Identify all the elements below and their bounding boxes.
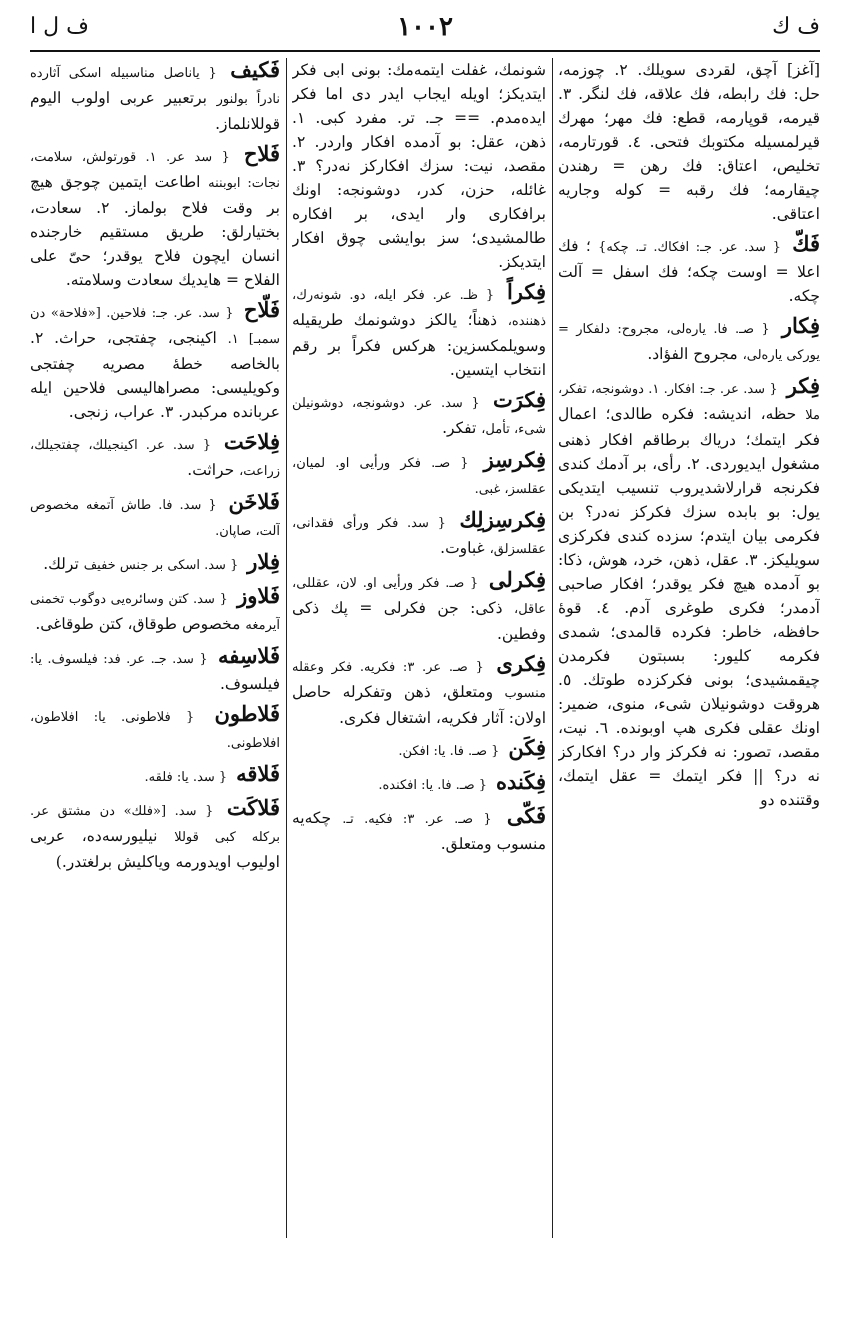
entry-definition: ؛ فك اعلا = اوست چكه؛ فك اسفل = آلت چكه. bbox=[558, 237, 820, 305]
dictionary-entry bbox=[30, 550, 280, 578]
entry-headword: فِكر bbox=[786, 373, 820, 398]
column-middle bbox=[292, 58, 546, 1238]
column-left bbox=[30, 58, 280, 1238]
dictionary-entry bbox=[30, 796, 280, 874]
dictionary-entry bbox=[30, 644, 280, 696]
entry-headword: فَلاح bbox=[243, 141, 280, 166]
dictionary-entry bbox=[292, 448, 546, 502]
running-head-left: ف ل ا bbox=[30, 14, 89, 39]
dictionary-entry bbox=[292, 770, 546, 798]
entry-definition: اكینجی، چفتجی، حراث. ٢. بالخاصه خطهٔ مصریه چفتجی وكویلیسی: مصراهالیسی فلاحین ایله عربانده مركبدر. ٣. عراب، زنجی. bbox=[30, 329, 280, 421]
dictionary-entry bbox=[30, 298, 280, 424]
entry-grammar: { صـ. فكر ورأیی او. لان، عقللی، عاقل، bbox=[292, 576, 546, 617]
entry-definition: حظه، اندیشه: فكره طالدی؛ اعمال فكر ایتمك؛ دریاك برطاقم افكار ذهنی مشغول ایدیوردی. ٢. رأی، بر آدمك كندی فكرنجه قرارلاشدیروب تنسیب ایتدیكی یول: بو بابده سزك فكركز نه‌در؟ بن فكرمی بیان ایتدم؛ سزده كندی فكركزی سویلیكز. ٣. عقل، ذهن، خرد، هوش، ذكا: بو آدمده هیچ فكر یوقدر؛ افكار صاحبی آدمدر؛ فكری طوغری آدم. ٤. قوهٔ حافظه، خاطر: فكرده قالمدی؛ شمدی فكرمه كلیور: بسبتون فكرمدن چیقمشیدی؛ بونی فكركزده طوتك. ٥. هروقت دوشونیلان شیء، منوی، ضمیر: اونك عقلی فكری هپ اوبونده. ٦. نیت، مقصد، تصور: نه فكركز وار در؟ افكاركز نه در؟ || فكر ایتمك = عقل ایتمك، وقتنده دو bbox=[558, 405, 820, 809]
entry-definition: شونمك، غفلت ایتمه‌مك: بونی ابی فكر ایتدیكز؛ اویله ایجاب ایدر دی اما فكر ایده‌مدم. == جـ. تر. مفرد كبی. ١. ذهن، عقل: بو آدمده افكار واردر. ٢. مقصد، نیت: سزك افكاركز نه‌در؟ ٣. غائله، حزن، كدر، دوشونجه: اونك برافكاری وار ایدی، بر افكاره طالمشیدی؛ سز بوایشی چوق افكار ایتدیكز. bbox=[292, 61, 546, 271]
entry-grammar: { صـ. فكر ورأیی او. لمیان، عقلسز، غبی. bbox=[292, 456, 546, 497]
entry-definition: فیلسوف. bbox=[219, 675, 280, 693]
entry-grammar: { سد. عر. جـ: فلاحین. [«فلاحة» دن سمبـ] ١. bbox=[30, 306, 280, 347]
dictionary-entry bbox=[30, 702, 280, 756]
entry-headword: فِلاحَت bbox=[223, 429, 280, 454]
column-divider bbox=[552, 58, 553, 1238]
dictionary-entry bbox=[558, 232, 820, 308]
entry-grammar: { صـ. فا. یا: افكنده. bbox=[378, 778, 488, 793]
dictionary-entry bbox=[30, 490, 280, 544]
entry-definition: ترلك. bbox=[43, 555, 79, 573]
entry-grammar: { صـ. عر. ٣: فكریه. فكر وعقله منسوب bbox=[292, 660, 546, 701]
entry-grammar: { سد. یا: فلقه. bbox=[144, 770, 228, 785]
entry-headword: فَلاطون bbox=[214, 701, 280, 726]
entry-grammar: { سد. عر. جـ: افكار. ١. دوشونجه، تفكر، ملا bbox=[558, 382, 820, 423]
entry-grammar: { فلاطونی. یا: افلاطون، افلاطونی. bbox=[30, 710, 280, 751]
entry-grammar: { سد. اسكی بر جنس خفیف bbox=[83, 558, 239, 573]
header-rule bbox=[30, 50, 820, 52]
page-number: ١٠٠٢ bbox=[397, 12, 453, 42]
dictionary-entry bbox=[558, 374, 820, 812]
column-right bbox=[558, 58, 820, 1238]
entry-headword: فِكَن bbox=[508, 735, 546, 760]
entry-headword: فَلاكَت bbox=[226, 795, 280, 820]
entry-definition: برتعبیر عربی اولوب الیوم قوللانلماز. bbox=[30, 89, 280, 133]
entry-definition: تفكر. bbox=[442, 419, 477, 437]
entry-definition: چكه‌یه منسوب ومتعلق. bbox=[292, 809, 546, 853]
entry-definition: اطاعت ایتمین چوجق هیچ بر وقت فلاح بولماز. ٢. سعادت، بختیارلق: طریق مستقیم خارجنده انسان ایچون فلاح یوقدر؛ حیّ علی الفلاح = هایدیك سعادت وسلامته. bbox=[30, 173, 280, 289]
entry-grammar: { صـ. فا. یاره‌لی، مجروح: دلفكار = یوركی یاره‌لی، bbox=[558, 322, 820, 363]
entry-headword: فَلّاح bbox=[243, 297, 280, 322]
entry-grammar: { سد. [«فلك» دن مشتق عر. بركله كبی قوللا bbox=[30, 804, 280, 845]
entry-headword: فِكرَت bbox=[492, 387, 546, 412]
entry-definition: ذكی: جن فكرلی = پك ذكی وفطین. bbox=[292, 599, 546, 643]
column-divider bbox=[286, 58, 287, 1238]
dictionary-entry bbox=[292, 388, 546, 442]
entry-headword: فِكرسِز bbox=[483, 447, 546, 472]
entry-headword: فِكراً bbox=[506, 279, 546, 304]
entry-grammar: { سد. جـ. عر. فد: فیلسوف. یا: bbox=[30, 652, 208, 667]
page-header bbox=[30, 10, 820, 48]
running-head-right: ف ك bbox=[772, 14, 820, 39]
dictionary-entry bbox=[30, 142, 280, 292]
entry-grammar: { یاناصل مناسبیله اسكی آثارده نادراً بولنور bbox=[30, 66, 280, 107]
entry-definition: مخصوص طوقاق، كتن طوقاغی. bbox=[35, 615, 241, 633]
entry-headword: فِكَنده bbox=[496, 769, 546, 794]
entry-grammar: { سد. عر. دوشونجه، دوشونیلن شیء، تأمل، bbox=[292, 396, 546, 437]
entry-definition: غباوت. bbox=[440, 539, 485, 557]
dictionary-entry bbox=[292, 280, 546, 382]
dictionary-entry bbox=[292, 508, 546, 562]
entry-definition: حراثت. bbox=[187, 461, 235, 479]
entry-headword: فَلاقه bbox=[236, 761, 280, 786]
entry-headword: فَلاسِفه bbox=[217, 643, 280, 668]
entry-grammar: { سد. فا. طاش آتمغه مخصوص آلت، صاپان. bbox=[30, 498, 280, 539]
dictionary-entry bbox=[292, 804, 546, 856]
dictionary-entry bbox=[292, 58, 546, 274]
entry-headword: فِلار bbox=[247, 549, 280, 574]
entry-grammar: { سد عر. ١. قورتولش، سلامت، نجات: ابوبننه bbox=[30, 150, 280, 191]
dictionary-entry bbox=[30, 584, 280, 638]
dictionary-entry bbox=[558, 58, 820, 226]
entry-headword: فِكار bbox=[781, 313, 820, 338]
dictionary-entry bbox=[30, 430, 280, 484]
entry-headword: فَلاوز bbox=[237, 583, 280, 608]
entry-headword: فَكّی bbox=[506, 803, 546, 828]
entry-grammar: { صـ. فا. یا: افكن. bbox=[398, 744, 500, 759]
entry-definition: ومتعلق، ذهن وتفكرله حاصل اولان: آثار فكریه، اشتغال فكری. bbox=[292, 683, 546, 727]
entry-grammar: { سد. عر. اكینجیلك، چفتجیلك، زراعت، bbox=[30, 438, 280, 479]
entry-definition: مجروح الفؤاد. bbox=[647, 345, 738, 363]
dictionary-entry bbox=[30, 58, 280, 136]
dictionary-entry bbox=[292, 736, 546, 764]
entry-grammar: { سد. كتن وسائره‌یی دوگوب تخمنی آیرمغه bbox=[30, 592, 280, 633]
entry-headword: فِكری bbox=[496, 651, 546, 676]
entry-headword: فَلاخَن bbox=[228, 489, 280, 514]
dictionary-entry bbox=[558, 314, 820, 368]
entry-headword: فِكرلی bbox=[488, 567, 546, 592]
entry-definition: ذهناً؛ یالكز دوشونمك طریقیله وسویلمكسزین: هركس فكراً بر رقم انتخاب ایتسین. bbox=[292, 311, 546, 379]
entry-grammar: { ظـ. عر. فكر ایله، دو. شونه‌رك، ذهننده، bbox=[292, 288, 546, 329]
dictionary-entry bbox=[30, 762, 280, 790]
entry-headword: فَكّ bbox=[792, 231, 820, 256]
entry-definition: [آغز] آچق، لقردی سویلك. ٢. چوزمه، حل: فك رابطه، فك علاقه، فك لنگر. ٣. قیرمه، قوپارمه، قطع: فك مهر؛ مهرك قیرلمسیله مکتوبك فتحی. ٤. قورتارمه، تخلیص، اعتاق: فك رهن = رهندن چیقارمه؛ فك رقبه = كوله وجاریه اعتاقی. bbox=[558, 61, 820, 223]
entry-headword: فَكیف bbox=[230, 58, 280, 82]
entry-grammar: { سد. فكر ورأی فقدانی، عقلسزلق، bbox=[292, 516, 546, 557]
dictionary-entry bbox=[292, 568, 546, 646]
entry-headword: فِكرسِزلِك bbox=[459, 507, 546, 532]
dictionary-entry bbox=[292, 652, 546, 730]
entry-grammar: { صـ. عر. ٣: فكیه. تـ. bbox=[342, 812, 492, 827]
entry-grammar: { سد. عر. جـ: افكاك. تـ. چكه} bbox=[598, 240, 781, 255]
entry-definition: نیلیورسه‌ده، عربی اولیوب اویدورمه ویاكلیش برلغتدر.) bbox=[30, 827, 280, 871]
